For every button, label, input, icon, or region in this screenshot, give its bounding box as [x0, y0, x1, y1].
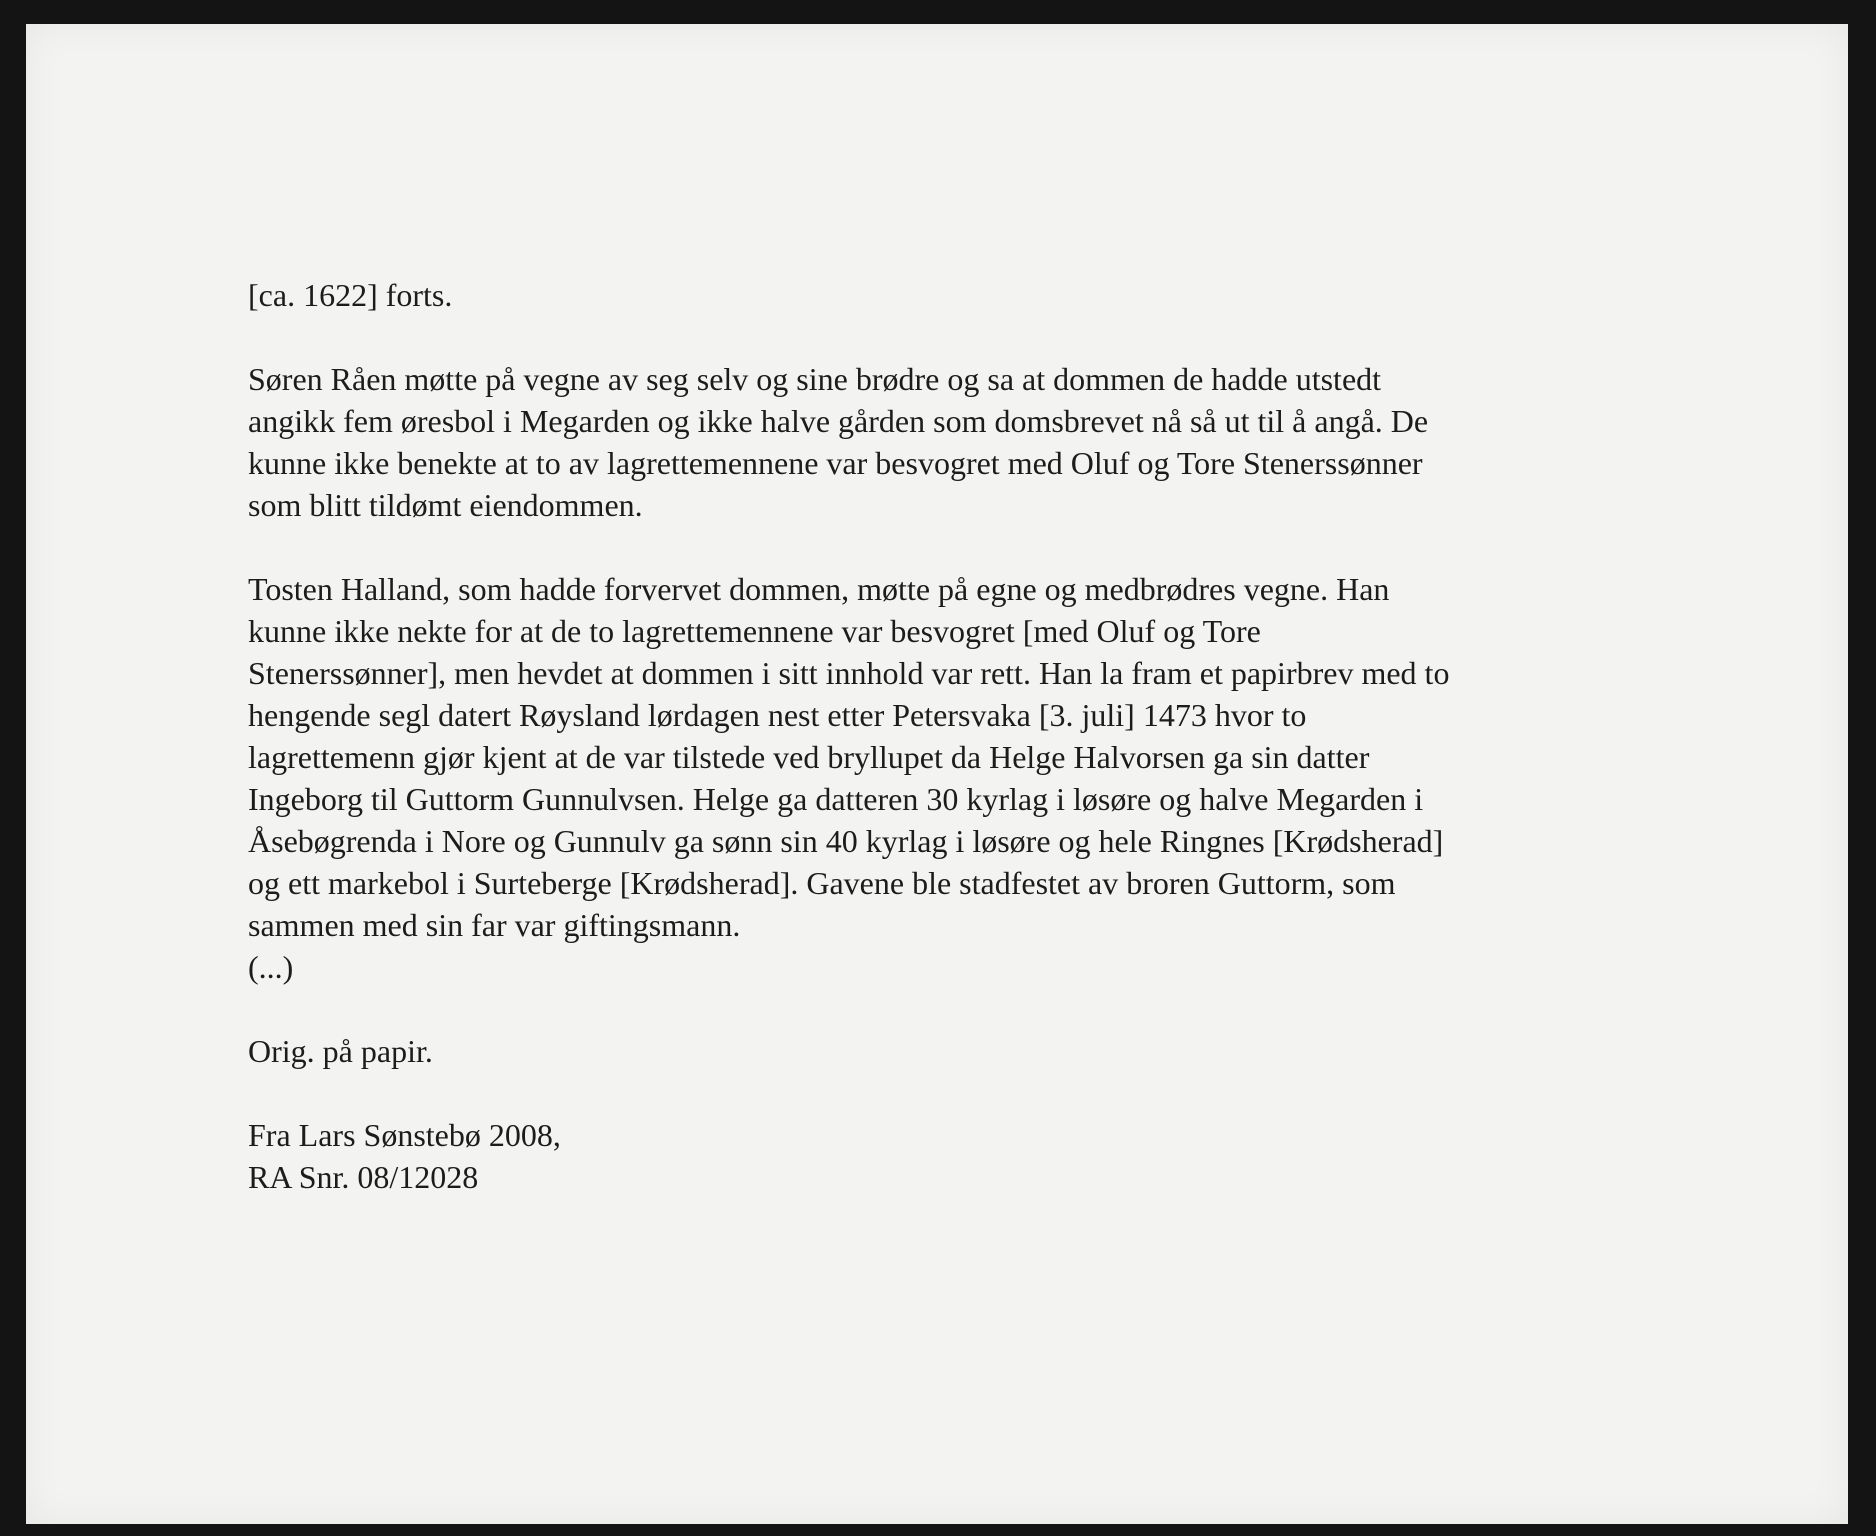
paragraph-line: kunne ikke benekte at to av lagrettemennene var besvogret med Oluf og Tore Stenerssønner [248, 445, 1423, 481]
paragraph-line: Åsebøgrenda i Nore og Gunnulv ga sønn sin 40 kyrlag i løsøre og hele Ringnes [Krødsherad] [248, 823, 1444, 859]
paragraph-line: hengende segl datert Røysland lørdagen nest etter Petersvaka [3. juli] 1473 hvor to [248, 697, 1307, 733]
paragraph-line: Ingeborg til Guttorm Gunnulvsen. Helge ga datteren 30 kyrlag i løsøre og halve Megarden i [248, 781, 1424, 817]
paragraph-line: Tosten Halland, som hadde forvervet dommen, møtte på egne og medbrødres vegne. Han [248, 571, 1390, 607]
document-text [248, 274, 1668, 1198]
ellipsis: (...) [248, 949, 294, 985]
archive-reference: RA Snr. 08/12028 [248, 1159, 479, 1195]
source-attribution: Fra Lars Sønstebø 2008, [248, 1117, 561, 1153]
document-heading: [ca. 1622] forts. [248, 277, 453, 313]
paragraph-line: Søren Råen møtte på vegne av seg selv og sine brødre og sa at dommen de hadde utstedt [248, 361, 1382, 397]
paragraph-line: sammen med sin far var giftingsmann. [248, 907, 741, 943]
paragraph-line: som blitt tildømt eiendommen. [248, 487, 643, 523]
paragraph-gap [248, 988, 1668, 1030]
paragraph-line: angikk fem øresbol i Megarden og ikke halve gården som domsbrevet nå så ut til å angå. De [248, 403, 1429, 439]
paragraph-line: lagrettemenn gjør kjent at de var tilstede ved bryllupet da Helge Halvorsen ga sin datter [248, 739, 1370, 775]
original-note: Orig. på papir. [248, 1033, 433, 1069]
paragraph-gap [248, 316, 1668, 358]
paragraph-soren-raaen [248, 358, 1668, 526]
paragraph-line: kunne ikke nekte for at de to lagrettemennene var besvogret [med Oluf og Tore [248, 613, 1261, 649]
paragraph-tosten-halland [248, 568, 1668, 946]
paragraph-gap [248, 526, 1668, 568]
document-page [26, 24, 1848, 1524]
paragraph-gap [248, 1072, 1668, 1114]
paragraph-line: Stenerssønner], men hevdet at dommen i sitt innhold var rett. Han la fram et papirbrev med to [248, 655, 1450, 691]
paragraph-line: og ett markebol i Surteberge [Krødsherad]. Gavene ble stadfestet av broren Guttorm, som [248, 865, 1396, 901]
